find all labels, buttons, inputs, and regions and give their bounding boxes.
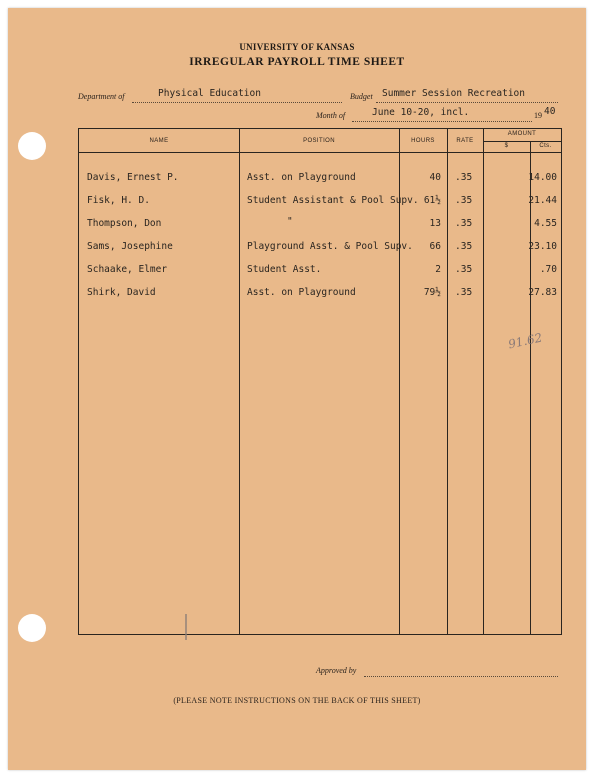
row-position: " <box>287 216 293 227</box>
binder-hole-bottom <box>18 614 46 642</box>
department-label: Department of <box>78 92 125 101</box>
row-rate: .35 <box>455 172 473 183</box>
department-value: Physical Education <box>158 88 261 99</box>
row-amount: 21.44 <box>528 195 557 206</box>
row-hours: 61½ <box>423 195 441 206</box>
month-label: Month of <box>316 111 346 120</box>
budget-value: Summer Session Recreation <box>382 88 525 99</box>
row-rate: .35 <box>455 241 473 252</box>
row-name: Fisk, H. D. <box>87 195 150 206</box>
row-rate: .35 <box>455 287 473 298</box>
row-rate: .35 <box>455 218 473 229</box>
approved-label: Approved by <box>316 666 357 675</box>
approved-line <box>364 676 558 677</box>
row-hours: 66 <box>429 241 441 252</box>
binder-hole-top <box>18 132 46 160</box>
payroll-table <box>78 128 562 635</box>
month-value: June 10-20, incl. <box>372 107 470 118</box>
header-bottom-line <box>79 152 561 153</box>
row-name: Davis, Ernest P. <box>87 172 179 183</box>
col-dollars: $ <box>504 143 509 149</box>
instructions-note: (PLEASE NOTE INSTRUCTIONS ON THE BACK OF THIS SHEET) <box>173 696 421 705</box>
col-name: NAME <box>149 138 169 144</box>
budget-label: Budget <box>350 92 373 101</box>
row-name: Thompson, Don <box>87 218 162 229</box>
col-cents: Cts. <box>539 143 552 149</box>
row-amount: .70 <box>539 264 557 275</box>
year-prefix: 19 <box>534 111 542 120</box>
row-position: Asst. on Playground <box>247 172 356 183</box>
department-line <box>132 102 342 103</box>
pencil-mark <box>185 614 187 640</box>
row-hours: 40 <box>429 172 441 183</box>
col-rate: RATE <box>456 138 474 144</box>
divider-name-position <box>239 129 240 634</box>
row-name: Sams, Josephine <box>87 241 173 252</box>
month-line <box>352 121 532 122</box>
year-value: 40 <box>544 106 556 117</box>
divider-hours-rate <box>447 129 448 634</box>
row-hours: 79½ <box>423 287 441 298</box>
row-rate: .35 <box>455 195 473 206</box>
col-amount: AMOUNT <box>507 131 537 137</box>
row-position: Student Asst. <box>247 264 322 275</box>
row-amount: 27.83 <box>528 287 557 298</box>
sheet-title: IRREGULAR PAYROLL TIME SHEET <box>189 56 405 68</box>
col-hours: HOURS <box>411 138 435 144</box>
budget-line <box>376 102 558 103</box>
row-amount: 4.55 <box>534 218 557 229</box>
payroll-sheet <box>8 8 586 770</box>
divider-dollars-cents <box>530 141 531 634</box>
row-hours: 13 <box>429 218 441 229</box>
handwritten-total: 91.62 <box>506 330 544 352</box>
row-amount: 23.10 <box>528 241 557 252</box>
col-position: POSITION <box>303 138 335 144</box>
row-position: Student Assistant & Pool Supv. <box>247 195 419 206</box>
row-name: Schaake, Elmer <box>87 264 168 275</box>
university-name: UNIVERSITY OF KANSAS <box>239 42 355 52</box>
row-hours: 2 <box>435 264 441 275</box>
row-rate: .35 <box>455 264 473 275</box>
amount-subheader-line <box>483 141 561 142</box>
row-position: Playground Asst. & Pool Supv. <box>247 241 413 252</box>
row-position: Asst. on Playground <box>247 287 356 298</box>
row-amount: 14.00 <box>528 172 557 183</box>
row-name: Shirk, David <box>87 287 156 298</box>
